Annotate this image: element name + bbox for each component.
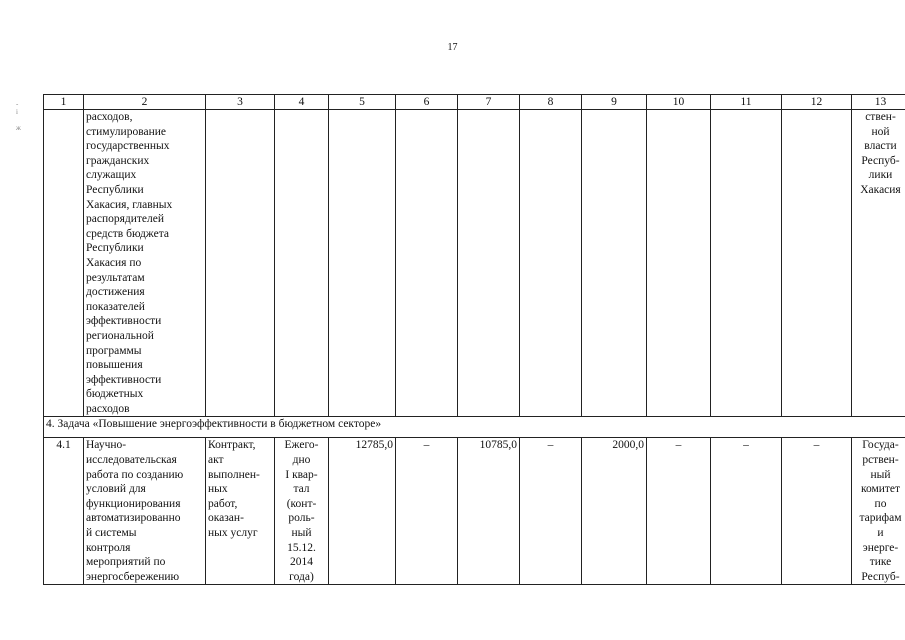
table-cell [275, 110, 329, 417]
table-cell [206, 110, 275, 417]
section-title: 4. Задача «Повышение энергоэффективности в бюджетном секторе» [44, 417, 905, 438]
margin-mark: - [16, 100, 19, 108]
column-number-cell: 9 [582, 95, 647, 110]
table-cell [458, 110, 520, 417]
amount-cell: 10785,0 [458, 438, 520, 585]
executor-cell: Госуда- рствен- ный комитет по тарифам и энерге- тике Респуб- [852, 438, 905, 585]
measure-description-cell: расходов, стимулирование государственных гражданских служащих Республики Хакасия, главных распорядителей средств бюджета Республики Хакасия по результатам достижения показателей эффективности региональной программы повышения эффективности бюджетных расходов [84, 110, 206, 417]
column-number-cell: 12 [782, 95, 852, 110]
document-table [43, 94, 905, 585]
column-number-row [44, 95, 905, 110]
column-number-cell: 7 [458, 95, 520, 110]
continuation-row [44, 110, 905, 417]
column-number-cell: 6 [396, 95, 458, 110]
result-form-cell: Контракт, акт выполнен- ных работ, оказан- ных услуг [206, 438, 275, 585]
page-number: 17 [447, 42, 458, 53]
deadline-cell: Ежего- дно I квар- тал (конт- роль- ный 15.12. 2014 года) [275, 438, 329, 585]
table-cell [396, 110, 458, 417]
item-number-cell: 4.1 [44, 438, 84, 585]
executor-cell: ствен- ной власти Респуб- лики Хакасия [852, 110, 905, 417]
column-number-cell: 1 [44, 95, 84, 110]
table-cell [582, 110, 647, 417]
amount-cell: – [711, 438, 782, 585]
amount-cell: – [520, 438, 582, 585]
column-number-cell: 11 [711, 95, 782, 110]
margin-mark: i [16, 108, 18, 116]
column-number-cell: 5 [329, 95, 396, 110]
section-row [44, 417, 905, 438]
margin-mark: ж [16, 124, 21, 132]
table-cell [647, 110, 711, 417]
amount-cell: – [396, 438, 458, 585]
table-cell [782, 110, 852, 417]
column-number-cell: 2 [84, 95, 206, 110]
amount-cell: 2000,0 [582, 438, 647, 585]
task-row [44, 438, 905, 585]
table-cell [44, 110, 84, 417]
column-number-cell: 13 [852, 95, 905, 110]
table-cell [520, 110, 582, 417]
measure-description-cell: Научно- исследовательская работа по созданию условий для функционирования автоматизированно й системы контроля мероприятий по энергосбережению [84, 438, 206, 585]
column-number-cell: 8 [520, 95, 582, 110]
table-cell [329, 110, 396, 417]
column-number-cell: 4 [275, 95, 329, 110]
amount-cell: – [647, 438, 711, 585]
total-amount-cell: 12785,0 [329, 438, 396, 585]
amount-cell: – [782, 438, 852, 585]
column-number-cell: 3 [206, 95, 275, 110]
column-number-cell: 10 [647, 95, 711, 110]
table-cell [711, 110, 782, 417]
